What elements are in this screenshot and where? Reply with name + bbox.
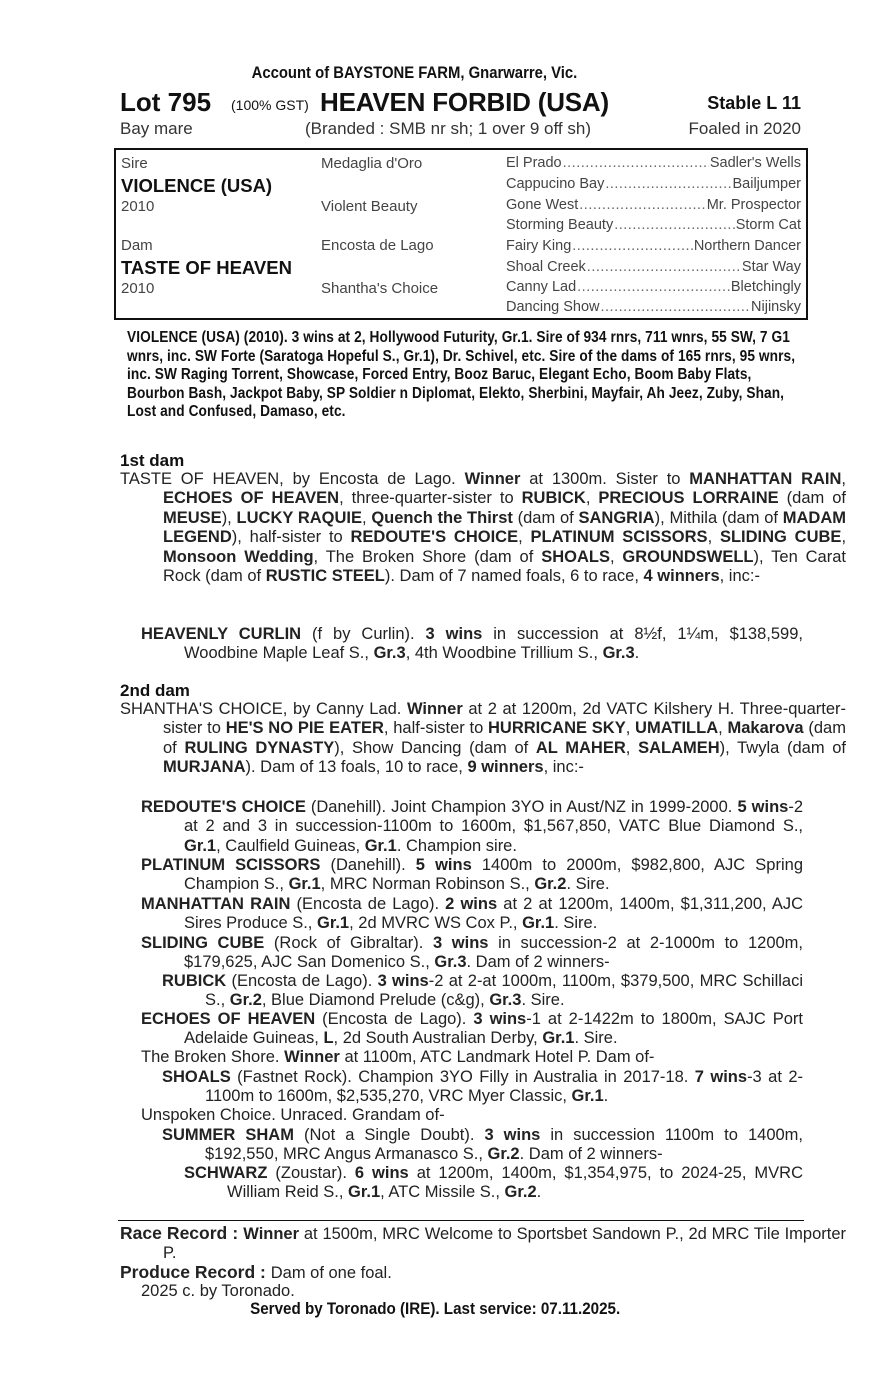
text: (Rock of Gibraltar).: [264, 934, 433, 952]
bold-text: Makarova: [727, 719, 804, 738]
leader-dots: [563, 155, 709, 171]
bold-text: 7 wins: [694, 1068, 748, 1086]
sire-sire: Medaglia d'Oro: [321, 155, 423, 172]
produce-entry: [141, 895, 803, 934]
text: , MRC Norman Robinson S.,: [320, 875, 535, 894]
produce-entry: [141, 798, 803, 856]
bold-text: Gr.1: [348, 1183, 381, 1202]
sire-name: VIOLENCE (USA): [121, 175, 273, 196]
bold-text: Monsoon Wedding: [163, 547, 314, 566]
text: . Sire.: [521, 991, 565, 1010]
bold-text: Gr.1: [288, 875, 321, 894]
bold-text: Gr.3: [489, 991, 522, 1010]
text: at 1300m. Sister to: [520, 470, 690, 488]
text: SHANTHA'S CHOICE, by Canny Lad.: [120, 700, 407, 718]
text: ),: [221, 508, 237, 527]
produce-entry: [141, 1106, 803, 1125]
produce-foal: 2025 c. by Toronado.: [141, 1282, 295, 1300]
text: . Sire.: [554, 914, 598, 933]
bold-text: 3 wins: [432, 934, 489, 952]
bold-text: Gr.1: [571, 1087, 604, 1106]
first-dam-intro: [120, 470, 846, 586]
text: , inc:-: [543, 758, 584, 777]
text: . Dam of 2 winners-: [466, 953, 610, 972]
bold-text: PRECIOUS LORRAINE: [598, 489, 779, 508]
text: .: [603, 1087, 609, 1106]
ancestor-name: Shoal Creek: [506, 259, 586, 275]
consignor: Account of BAYSTONE FARM, Gnarwarre, Vic.: [251, 64, 578, 82]
foaled-year: Foaled in 2020: [688, 119, 801, 138]
bold-text: Gr.3: [602, 644, 635, 663]
text: in succession at 8½f, 1¼m, $138,599, Woodbine Maple Leaf S.,: [184, 625, 803, 663]
text: (f by Curlin).: [301, 625, 426, 643]
leader-dots: [577, 279, 730, 295]
service-note: Served by Toronado (IRE). Last service: 07.11.2025.: [250, 1300, 621, 1318]
race-record-label: Race Record :: [120, 1223, 244, 1243]
bold-text: 3 wins: [473, 1010, 527, 1028]
text: , inc:-: [719, 567, 760, 586]
second-dam-heading: 2nd dam: [120, 681, 190, 700]
ancestor-name: Cappucino Bay: [506, 176, 605, 192]
text: . Sire.: [566, 875, 610, 894]
ancestor-name: Gone West: [506, 197, 579, 213]
text: ), half-sister to: [231, 528, 351, 547]
text: ,: [707, 528, 720, 547]
lot-header: [120, 87, 805, 119]
text: ), Mithila (dam of: [654, 508, 783, 527]
text: ,: [841, 528, 847, 547]
bold-text: LUCKY RAQUIE: [236, 508, 362, 527]
sire-label: Sire: [121, 155, 148, 172]
produce-record-text: Dam of one foal.: [270, 1264, 392, 1282]
bold-text: Winner: [284, 1048, 340, 1066]
text: (Danehill).: [320, 856, 416, 874]
leader-dots: [572, 238, 693, 254]
text: ,: [362, 508, 372, 527]
produce-entry: [162, 1126, 803, 1165]
bold-text: L: [323, 1029, 334, 1048]
second-dam-intro: [120, 700, 846, 778]
bold-text: 5 wins: [415, 856, 472, 874]
text: ), Show Dancing (dam of: [334, 738, 536, 757]
ancestor-sire: Nijinsky: [751, 299, 801, 315]
bold-text: SHOALS: [541, 547, 610, 566]
dam-year: 2010: [121, 280, 155, 297]
text: -2 at 2 and 3 in succession-1100m to 1600m, $1,567,850, VATC Blue Diamond S.,: [184, 798, 804, 836]
leader-dots: [579, 197, 705, 213]
bold-text: UMATILLA: [635, 719, 719, 738]
bold-text: Gr.2: [229, 991, 262, 1010]
bold-text: 4 winners: [643, 567, 720, 586]
bold-text: PLATINUM SCISSORS: [530, 528, 708, 547]
bold-text: 5 wins: [737, 798, 789, 816]
bold-text: Gr.1: [542, 1029, 575, 1048]
horse-details: [120, 119, 805, 141]
bold-text: Gr.1: [364, 836, 397, 855]
ancestor-name: Dancing Show: [506, 299, 600, 315]
text: , 2d South Australian Derby,: [333, 1029, 543, 1048]
text: TASTE OF HEAVEN, by Encosta de Lago.: [120, 470, 465, 488]
text: , half-sister to: [383, 719, 489, 738]
text: 1400m to 2000m, $982,800, AJC Spring Champion S.,: [184, 856, 803, 894]
text: -2 at 2-at 1000m, 1100m, $379,500, MRC Schillaci S.,: [205, 972, 803, 1010]
sire-year: 2010: [121, 198, 155, 215]
brand-description: (Branded : SΜB nr sh; 1 over 9 off sh): [305, 119, 591, 138]
bold-text: Gr.3: [434, 953, 467, 972]
text: ,: [841, 470, 847, 488]
bold-text: MEUSE: [163, 508, 222, 527]
bold-text: Winner: [464, 470, 521, 488]
ancestor-row: [506, 238, 801, 254]
bold-text: SLIDING CUBE: [141, 934, 265, 952]
dam-name: TASTE OF HEAVEN: [121, 257, 292, 278]
bold-text: 3 wins: [377, 972, 429, 990]
leader-dots: [587, 259, 741, 275]
gst-note: (100% GST): [231, 97, 309, 113]
bold-text: 3 wins: [484, 1126, 541, 1144]
bold-text: REDOUTE'S CHOICE: [141, 798, 306, 816]
bold-text: RUBICK: [521, 489, 586, 508]
bold-text: Quench the Thirst: [371, 508, 513, 527]
bold-text: MANHATTAN RAIN: [141, 895, 291, 913]
text: ,: [518, 528, 531, 547]
text: , three-quarter-sister to: [339, 489, 522, 508]
bold-text: MANHATTAN RAIN: [689, 470, 842, 488]
ancestor-row: [506, 279, 801, 295]
text: (Zoustar).: [267, 1164, 355, 1182]
bold-text: Gr.2: [534, 875, 567, 894]
text: . Dam of 2 winners-: [519, 1145, 663, 1164]
text: at 1100m, ATC Landmark Hotel P. Dam of-: [339, 1048, 655, 1066]
text: .: [536, 1183, 542, 1202]
text: in succession 1100m to 1400m, $192,550, MRC Angus Armanasco S.,: [205, 1126, 803, 1164]
bold-text: AL MAHER: [535, 738, 626, 757]
text: ). Dam of 13 foals, 10 to race,: [245, 758, 468, 777]
text: Unspoken Choice. Unraced. Grandam of-: [141, 1106, 445, 1124]
bold-text: GROUNDSWELL: [622, 547, 754, 566]
bold-text: PLATINUM SCISSORS: [141, 856, 321, 874]
text: (Encosta de Lago).: [290, 895, 446, 913]
sire-summary: VIOLENCE (USA) (2010). 3 wins at 2, Hollywood Futurity, Gr.1. Sire of 934 rnrs, 711 wnrs, 55 SW, 7 G1 wnrs, inc. SW Forte (Saratoga Hopeful S., Gr.1), Dr. Schivel, etc. Sire of the dams of 165 rnrs, 95 wnrs, inc. SW Raging Torrent, Showcase, Forced Entry, Booz Baruc, Elegant Echo, Boom Baby Flats, Bourbon Bash, Jackpot Baby, SP Soldier n Diplomat, Elekto, Sherbini, Mayfair, Ah Jeez, Zuby, Shan, Lost and Confused, Damaso, etc.: [127, 329, 796, 420]
bold-text: Winner: [406, 700, 463, 718]
text: (dam of: [512, 508, 579, 527]
bold-text: Gr.2: [487, 1145, 520, 1164]
text: (Encosta de Lago).: [315, 1010, 474, 1028]
bold-text: RULING DYNASTY: [184, 738, 335, 757]
text: ), Twyla (dam of: [719, 738, 847, 757]
text: ,: [625, 719, 636, 738]
produce-entry: [141, 1048, 803, 1067]
text: , The Broken Shore (dam of: [313, 547, 542, 566]
text: (Not a Single Doubt).: [293, 1126, 485, 1144]
bold-text: HE'S NO PIE EATER: [225, 719, 384, 738]
ancestor-sire: Star Way: [741, 259, 801, 275]
bold-text: Gr.1: [316, 914, 350, 933]
bold-text: HEAVENLY CURLIN: [141, 625, 302, 643]
ancestor-name: El Prado: [506, 155, 562, 171]
bold-text: RUSTIC STEEL: [265, 567, 385, 586]
dam-sire: Encosta de Lago: [321, 237, 434, 254]
text: . Sire.: [574, 1029, 618, 1048]
produce-entry: [162, 1068, 803, 1107]
ancestor-sire: Northern Dancer: [693, 238, 801, 254]
ancestor-name: Canny Lad: [506, 279, 577, 295]
bold-text: Gr.3: [373, 644, 406, 663]
ancestor-sire: Mr. Prospector: [706, 197, 801, 213]
bold-text: 9 winners: [467, 758, 544, 777]
bold-text: MURJANA: [163, 758, 246, 777]
text: , Blue Diamond Prelude (c&g),: [261, 991, 490, 1010]
text: ,: [585, 489, 599, 508]
bold-text: REDOUTE'S CHOICE: [350, 528, 519, 547]
bold-text: SHOALS: [162, 1068, 231, 1086]
race-record: [120, 1224, 846, 1264]
text: (dam of: [163, 719, 846, 757]
bold-text: MADAM LEGEND: [163, 508, 847, 547]
leader-dots: [605, 176, 731, 192]
bold-text: SLIDING CUBE: [719, 528, 842, 547]
ancestor-row: [506, 259, 801, 275]
ancestor-name: Fairy King: [506, 238, 572, 254]
ancestor-sire: Bailjumper: [732, 176, 801, 192]
text: , 4th Woodbine Trillium S.,: [405, 644, 603, 663]
bold-text: SUMMER SHAM: [162, 1126, 294, 1144]
text: at 2 at 1200m, 1400m, $1,311,200, AJC Sires Produce S.,: [184, 895, 804, 933]
produce-entry: [162, 972, 803, 1011]
text: , 2d MVRC WS Cox P.,: [349, 914, 523, 933]
text: . Champion sire.: [396, 836, 517, 855]
text: ). Dam of 7 named foals, 6 to race,: [384, 567, 644, 586]
bold-text: ECHOES OF HEAVEN: [163, 489, 340, 508]
bold-text: HURRICANE SKY: [488, 719, 626, 738]
first-dam-heading: 1st dam: [120, 451, 185, 470]
bold-text: Gr.1: [184, 836, 217, 855]
text: at 1200m, 1400m, $1,354,975, to 2024-25, MVRC William Reid S.,: [227, 1164, 803, 1202]
text: ), Ten Carat Rock (dam of: [163, 547, 846, 586]
bold-text: ECHOES OF HEAVEN: [141, 1010, 316, 1028]
text: (Danehill). Joint Champion 3YO in Aust/NZ in 1999-2000.: [305, 798, 738, 816]
text: ,: [718, 719, 728, 738]
text: (Fastnet Rock). Champion 3YO Filly in Australia in 2017-18.: [230, 1068, 695, 1086]
leader-dots: [601, 299, 751, 315]
ancestor-row: [506, 299, 801, 315]
ancestor-sire: Bletchingly: [730, 279, 801, 295]
bold-text: 6 wins: [354, 1164, 409, 1182]
text: in succession-2 at 2-1000m to 1200m, $179,625, AJC San Domenico S.,: [184, 934, 803, 972]
text: The Broken Shore.: [141, 1048, 285, 1066]
race-record-text: at 1500m, MRC Welcome to Sportsbet Sandown P., 2d MRC Tile Importer P.: [163, 1225, 847, 1263]
text: , ATC Missile S.,: [380, 1183, 505, 1202]
ancestor-name: Storming Beauty: [506, 217, 614, 233]
text: ,: [625, 738, 639, 757]
produce-record: [120, 1263, 803, 1283]
text: , Caulfield Guineas,: [216, 836, 365, 855]
bold-text: SALAMEH: [638, 738, 720, 757]
produce-entry: [141, 856, 803, 895]
lot-number: Lot 795: [120, 87, 212, 117]
text: -1 at 2-1422m to 1800m, SAJC Port Adelaide Guineas,: [184, 1010, 804, 1048]
horse-name: HEAVEN FORBID (USA): [320, 87, 609, 117]
race-record-winner: Winner: [243, 1225, 300, 1243]
produce-entry: [184, 1164, 803, 1203]
produce-record-label: Produce Record :: [120, 1262, 271, 1282]
dam-label: Dam: [121, 237, 153, 254]
divider: [118, 1220, 804, 1221]
pedigree-table: [114, 148, 808, 320]
bold-text: 3 wins: [425, 625, 483, 643]
text: .: [634, 644, 640, 663]
text: -3 at 2-1100m to 1600m, $2,535,270, VRC Myer Classic,: [205, 1068, 803, 1106]
ancestor-row: [506, 217, 801, 233]
produce-entry: [141, 934, 803, 973]
text: at 2 at 1200m, 2d VATC Kilshery H. Three-quarter-sister to: [163, 700, 846, 738]
bold-text: SCHWARZ: [184, 1164, 268, 1182]
ancestor-row: [506, 197, 801, 213]
sex-colour: Bay mare: [120, 119, 193, 138]
sire-dam: Violent Beauty: [321, 198, 418, 215]
progeny-entry: [141, 625, 803, 664]
leader-dots: [614, 217, 735, 233]
bold-text: 2 wins: [445, 895, 498, 913]
ancestor-sire: Storm Cat: [735, 217, 801, 233]
bold-text: Gr.2: [504, 1183, 537, 1202]
text: (Encosta de Lago).: [226, 972, 378, 990]
bold-text: RUBICK: [162, 972, 227, 990]
stable-number: Stable L 11: [707, 93, 801, 113]
bold-text: Gr.1: [522, 914, 555, 933]
dam-dam: Shantha's Choice: [321, 280, 439, 297]
bold-text: SANGRIA: [578, 508, 655, 527]
text: (dam of: [778, 489, 846, 508]
text: ,: [609, 547, 623, 566]
ancestor-sire: Sadler's Wells: [709, 155, 801, 171]
ancestor-row: [506, 176, 801, 192]
produce-entry: [141, 1010, 803, 1049]
ancestor-row: [506, 155, 801, 171]
